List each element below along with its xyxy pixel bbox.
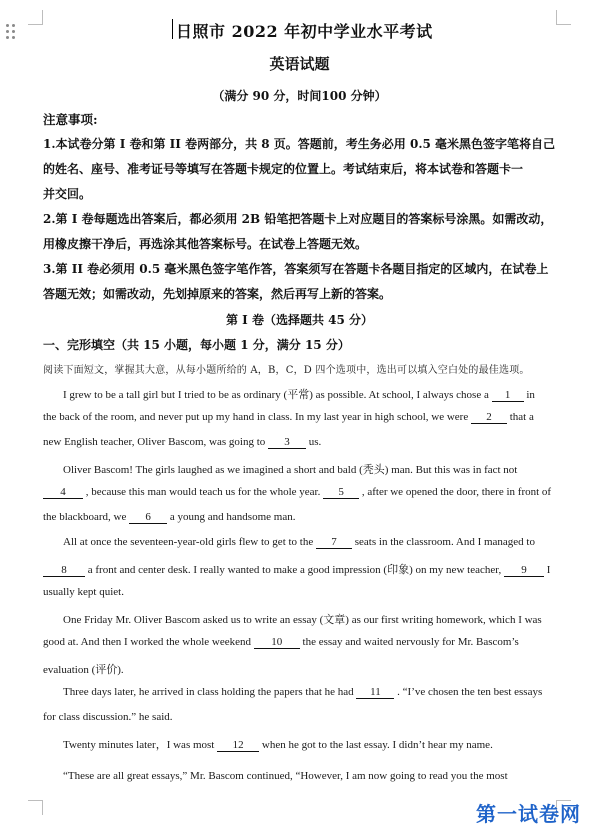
blank-5: 5 — [323, 486, 359, 499]
blank-7: 7 — [316, 536, 352, 549]
page-corner-mark — [28, 10, 43, 25]
blank-12: 12 — [217, 739, 259, 752]
notice-heading: 注意事项: — [43, 112, 98, 127]
passage-line: new English teacher, Oliver Bascom, was going to 3 us. — [43, 436, 322, 448]
part1-title: 第 I 卷（选择题共 45 分） — [225, 313, 374, 327]
passage-line: good at. And then I worked the whole weekend 10 the essay and waited nervously for Mr. Bascom’s — [43, 636, 519, 648]
passage-line: I grew to be a tall girl but I tried to be as ordinary (平常) as possible. At school, I always chose a 1 in — [63, 389, 535, 401]
notice-line: 的姓名、座号、准考证号等填写在答题卡规定的位置上。考试结束后，将本试卷和答题卡一 — [43, 162, 524, 176]
passage-line: Twenty minutes later，I was most 12 when he got to the last essay. I didn’t hear my name. — [63, 739, 493, 751]
subject-title: 英语试题 — [269, 55, 330, 73]
notice-line: 1.本试卷分第 I 卷和第 II 卷两部分，共 8 页。答题前，考生务必用 0.5 毫米黑色签字笔将自己 — [43, 137, 556, 151]
passage-line: 4 , because this man would teach us for the whole year. 5 , after we opened the door, there in front of — [43, 486, 551, 499]
page-corner-mark — [28, 800, 43, 815]
section-heading: 一、完形填空（共 15 小题，每小题 1 分，满分 15 分） — [43, 338, 350, 352]
text-cursor — [172, 19, 173, 39]
blank-11: 11 — [356, 686, 394, 699]
watermark-logo: 第一试卷网 — [476, 802, 581, 826]
passage-line: Oliver Bascom! The girls laughed as we imagined a short and bald (秃头) man. But this was in fact not — [63, 464, 518, 476]
passage-line: evaluation (评价). — [43, 664, 124, 676]
notice-line: 并交回。 — [43, 187, 92, 201]
page-corner-mark — [556, 10, 571, 25]
blank-9: 9 — [504, 564, 544, 577]
passage-line: 8 a front and center desk. I really wanted to make a good impression (印象) on my new teacher, 9 I — [43, 561, 550, 577]
blank-3: 3 — [268, 436, 306, 449]
notice-line: 用橡皮擦干净后，再选涂其他答案标号。在试卷上答题无效。 — [43, 237, 368, 251]
drag-handle-icon[interactable] — [6, 24, 18, 40]
blank-8: 8 — [43, 564, 85, 577]
passage-line: usually kept quiet. — [43, 586, 124, 598]
passage-line: All at once the seventeen-year-old girls flew to get to the 7 seats in the classroom. And I managed to — [63, 536, 535, 548]
passage-line: “These are all great essays,” Mr. Bascom continued, “However, I am now going to read you the most — [63, 770, 508, 782]
passage-line: the back of the room, and never put up my hand in class. In my last year in high school, we were 2 that a — [43, 411, 534, 423]
notice-line: 2.第 I 卷每题选出答案后，都必须用 2B 铅笔把答题卡上对应题目的答案标号涂黑。如需改动， — [43, 212, 553, 226]
passage-line: for class discussion.” he said. — [43, 711, 173, 723]
blank-1: 1 — [492, 389, 524, 402]
blank-2: 2 — [471, 411, 507, 424]
blank-10: 10 — [254, 636, 300, 649]
notice-line: 3.第 II 卷必须用 0.5 毫米黑色签字笔作答，答案须写在答题卡各题目指定的区域内，在试卷上 — [43, 262, 549, 276]
passage-line: Three days later, he arrived in class holding the papers that he had 11 . “I’ve chosen the ten best essays — [63, 686, 543, 698]
notice-line: 答题无效；如需改动，先划掉原来的答案，然后再写上新的答案。 — [43, 287, 392, 301]
exam-title: 日照市 2022 年初中学业水平考试 — [176, 22, 433, 41]
blank-4: 4 — [43, 486, 83, 499]
blank-6: 6 — [129, 511, 167, 524]
section-instruction: 阅读下面短文，掌握其大意，从每小题所给的 A，B，C，D 四个选项中，选出可以填入空白处的最佳选项。 — [43, 365, 530, 376]
score-time: （满分 90 分，时间100 分钟） — [212, 89, 387, 103]
passage-line: the blackboard, we 6 a young and handsome man. — [43, 511, 296, 523]
passage-line: One Friday Mr. Oliver Bascom asked us to write an essay (文章) as our first writing homework, which I was — [63, 614, 542, 626]
